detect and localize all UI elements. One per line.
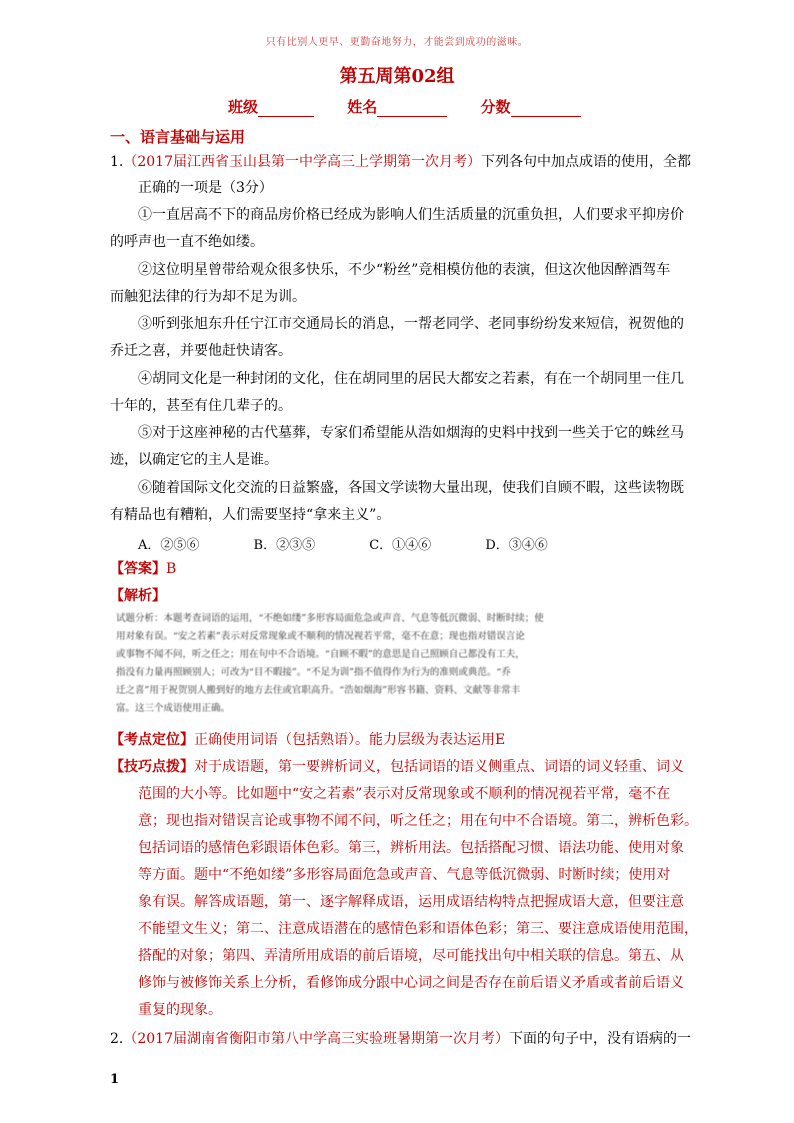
q1-option-c: C．①④⑥ [369,538,432,553]
student-info-row [228,96,581,117]
q1-item-5-line2: 迹，以确定它的主人是谁。 [110,452,278,468]
tip-label: 【技巧点拨】 [110,759,194,775]
q1-item-1-line2: 的呼声也一直不绝如缕。 [110,234,264,250]
q1-answer [110,559,176,579]
q1-item-4-line1: ④胡同文化是一种封闭的文化，住在胡同里的居民大都安之若素，有在一个胡同里一住几 [138,371,684,387]
q1-item-4-line2: 十年的，甚至有住几辈子的。 [110,398,292,414]
q1-stem-line2: 正确的一项是（3分） [138,180,273,196]
q2-source: （2017届湖南省衡阳市第八中学高三实验班暑期第一次月考） [123,1031,509,1047]
section-heading: 一、语言基础与运用 [110,128,246,146]
tip-line-8: 搭配的对象；第四、弄清所用成语的前后语境，尽可能找出句中相关联的信息。第五、从 [138,948,684,964]
point-text: 正确使用词语（包括熟语）。能力层级为表达运用E [194,732,506,748]
analysis-line-2: 用对象有误。“安之若素”表示对反常现象或不顺利的情况视若平常，毫不在意；现也指对错误言论 [116,631,525,642]
q1-item-1-line1: ①一直居高不下的商品房价格已经成为影响人们生活质量的沉重负担，人们要求平抑房价 [138,207,684,223]
class-blank[interactable] [258,100,314,117]
tip-line-2: 范围的大小等。比如题中“安之若素”表示对反常现象或不顺利的情况视若平常，毫不在 [138,786,671,802]
analysis-line-4: 指没有力量再照顾别人；可改为“目不暇接”。“不足为训”指不值得作为行为的准则或典范。“乔 [116,667,511,678]
q1-stem-line1 [110,152,691,172]
q1-item-3-line2: 乔迁之喜，并要他赶快请客。 [110,343,292,359]
analysis-label: 【解析】 [110,588,166,604]
tip-line-5: 等方面。题中“不绝如缕”多形容局面危急或声音、气息等低沉微弱、时断时续；使用对 [138,867,671,883]
header-motto: 只有比别人更早、更勤奋地努力，才能尝到成功的滋味。 [265,37,529,48]
q1-stem-a: 下列各句中加点成语的使用，全都 [481,154,691,170]
q1-option-a: A．②⑤⑥ [138,538,200,553]
tip-line-3: 意；现也指对错误言论或事物不闻不问，听之任之；用在句中不合语境。第二，辨析色彩。 [138,813,698,829]
tip-line-6: 象有误。解答成语题，第一、逐字解释成语，运用成语结构特点把握成语大意，但要注意 [138,894,684,910]
q1-item-5-line1: ⑤对于这座神秘的古代墓葬，专家们希望能从浩如烟海的史料中找到一些关于它的蛛丝马 [138,425,684,441]
tip-line-7: 不能望文生义；第二、注意成语潜在的感情色彩和语体色彩；第三、要注意成语使用范围， [138,921,698,937]
class-label: 班级 [228,98,259,116]
q1-item-2-line1: ②这位明星曾带给观众很多快乐，不少“粉丝”竞相模仿他的表演，但这次他因醉酒驾车 [138,262,671,278]
q1-options [138,534,598,553]
tip-line-10: 重复的现象。 [138,1002,222,1018]
score-blank[interactable] [511,100,581,117]
analysis-line-3: 或事物不闻不问，听之任之；用在句中不合语境。“自顾不暇”的意思是自己照顾自己都没有工夫， [116,649,525,660]
q1-source: （2017届江西省玉山县第一中学高三上学期第一次月考） [123,154,481,170]
analysis-line-1: 试题分析：本题考查词语的运用，“不绝如缕”多形容局面危急或声音、气息等低沉微弱、时断时续；使 [116,613,544,624]
q1-item-6-line1: ⑥随着国际文化交流的日益繁盛，各国文学读物大量出现，使我们自顾不暇，这些读物既 [138,480,684,496]
tip-line-9: 修饰与被修饰关系上分析，看修饰成分跟中心词之间是否存在前后语义矛盾或者前后语义 [138,975,684,991]
name-label: 姓名 [347,98,378,116]
q1-point [110,730,505,750]
page-number: 1 [110,1072,120,1087]
q1-item-2-line2: 而触犯法律的行为却不足为训。 [110,289,306,305]
answer-value: B [166,561,177,577]
q2-number: 2. [110,1031,124,1047]
q1-item-6-line2: 有精品也有糟粕，人们需要坚持“拿来主义”。 [110,507,391,523]
name-blank[interactable] [377,100,447,117]
tip-line-1 [110,757,684,777]
analysis-line-6: 富。这三个成语使用正确。 [116,703,231,714]
tip-text-1: 对于成语题，第一要辨析词义，包括词语的语义侧重点、词语的词义轻重、词义 [194,759,684,775]
page-title: 第五周第02组 [339,66,455,87]
q1-number: 1. [110,154,124,170]
q2-stem [110,1029,691,1049]
score-label: 分数 [480,98,511,116]
tip-line-4: 包括词语的感情色彩跟语体色彩。第三，辨析用法。包括搭配习惯、语法功能、使用对象 [138,840,684,856]
point-label: 【考点定位】 [110,732,194,748]
analysis-line-5: 迁之喜”用于祝贺别人搬到好的地方去住或官职高升。“浩如烟海”形容书籍、资料、文献等非常丰 [116,685,521,696]
q1-option-b: B．②③⑤ [253,538,316,553]
q1-item-3-line1: ③听到张旭东升任宁江市交通局长的消息，一帮老同学、老同事纷纷发来短信，祝贺他的 [138,316,684,332]
q2-stem-text: 下面的句子中，没有语病的一 [509,1031,691,1047]
q1-option-d: D．③④⑥ [485,538,548,553]
answer-label: 【答案】 [110,561,166,577]
